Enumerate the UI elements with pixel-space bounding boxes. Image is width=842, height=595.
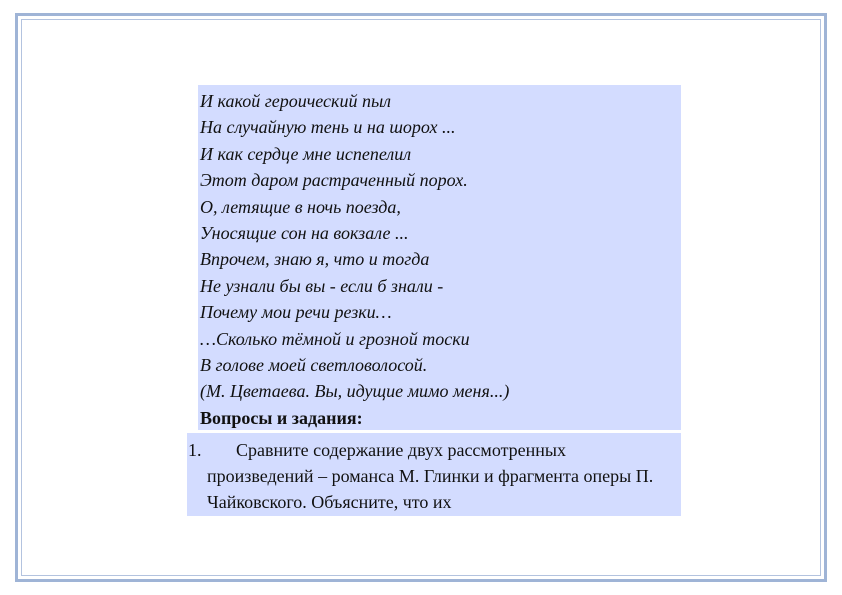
tasks-list <box>187 433 681 516</box>
poem-line: О, летящие в ночь поезда, <box>200 196 401 217</box>
poem-line: И как сердце мне испепелил <box>200 143 412 164</box>
poem-line: Не узнали бы вы - если б знали - <box>200 275 444 296</box>
poem-line: Уносящие сон на вокзале ... <box>200 223 409 244</box>
task-number: 1. <box>188 440 202 460</box>
poem-line: На случайную тень и на шорох ... <box>200 117 456 138</box>
poem-line: В голове моей светловолосой. <box>200 355 428 376</box>
poem-line: Впрочем, знаю я, что и тогда <box>200 249 430 270</box>
tasks-heading: Вопросы и задания: <box>200 407 363 428</box>
poem-line: Почему мои речи резки… <box>200 302 392 323</box>
poem-attribution: (М. Цветаева. Вы, идущие мимо меня...) <box>200 381 510 402</box>
task-text: Сравните содержание двух рассмотренных произведений – романса М. Глинки и фрагмента оперы П. Чайковского. Объясните, что их <box>207 440 654 512</box>
poem-line: …Сколько тёмной и грозной тоски <box>200 328 470 349</box>
poem-block <box>198 85 681 430</box>
poem-line: Этот даром растраченный порох. <box>200 170 468 191</box>
poem-line: И какой героический пыл <box>200 91 392 111</box>
